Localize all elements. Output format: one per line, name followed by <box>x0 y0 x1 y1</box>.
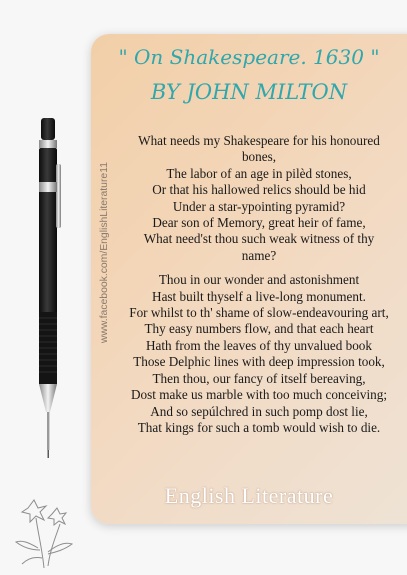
poem-line: Dost make us marble with too much conceiving; <box>130 387 387 403</box>
watermark-text: www.facebook.com/EnglishLiterature11 <box>98 161 110 344</box>
poem-line: That kings for such a tomb would wish to die. <box>137 419 381 435</box>
facebook-watermark <box>94 160 114 345</box>
poem-line: Or that his hallowed relics should be hid <box>152 182 366 198</box>
poem-line: Hath from the leaves of thy unvalued book <box>146 337 372 353</box>
poem-body <box>116 133 402 436</box>
poem-line: Under a star-ypointing pyramid? <box>172 198 346 214</box>
poem-line: What need'st thou such weak witness of thy <box>143 231 375 247</box>
poem-line: And so sepúlchred in such pomp dost lie, <box>150 403 368 419</box>
poem-line: Thy easy numbers flow, and that each heart <box>144 321 374 337</box>
poem-line: Hast built thyself a live-long monument. <box>152 288 366 304</box>
poem-line: Those Delphic lines with deep impression took, <box>133 354 385 370</box>
poem-line: Thou in our wonder and astonishment <box>158 272 360 288</box>
poem-line: The labor of an age in pilèd stones, <box>166 165 352 181</box>
poem-line: What needs my Shakespeare for his honoured <box>138 133 380 148</box>
mechanical-pencil-icon <box>30 112 66 462</box>
poem-title: " On Shakespeare. 1630 " <box>118 45 380 69</box>
poem-line: Dear son of Memory, great heir of fame, <box>152 215 366 231</box>
poem-line: bones, <box>241 149 277 165</box>
poem-author: BY JOHN MILTON <box>150 80 348 104</box>
flower-sketch-icon <box>8 478 80 570</box>
stanza-gap <box>116 264 402 272</box>
poem-line: For whilst to th' shame of slow-endeavouring art, <box>129 305 389 321</box>
poem-line: name? <box>241 247 277 263</box>
poem-line: Then thou, our fancy of itself bereaving, <box>152 370 366 386</box>
footer-brand: English Literature <box>164 483 334 508</box>
